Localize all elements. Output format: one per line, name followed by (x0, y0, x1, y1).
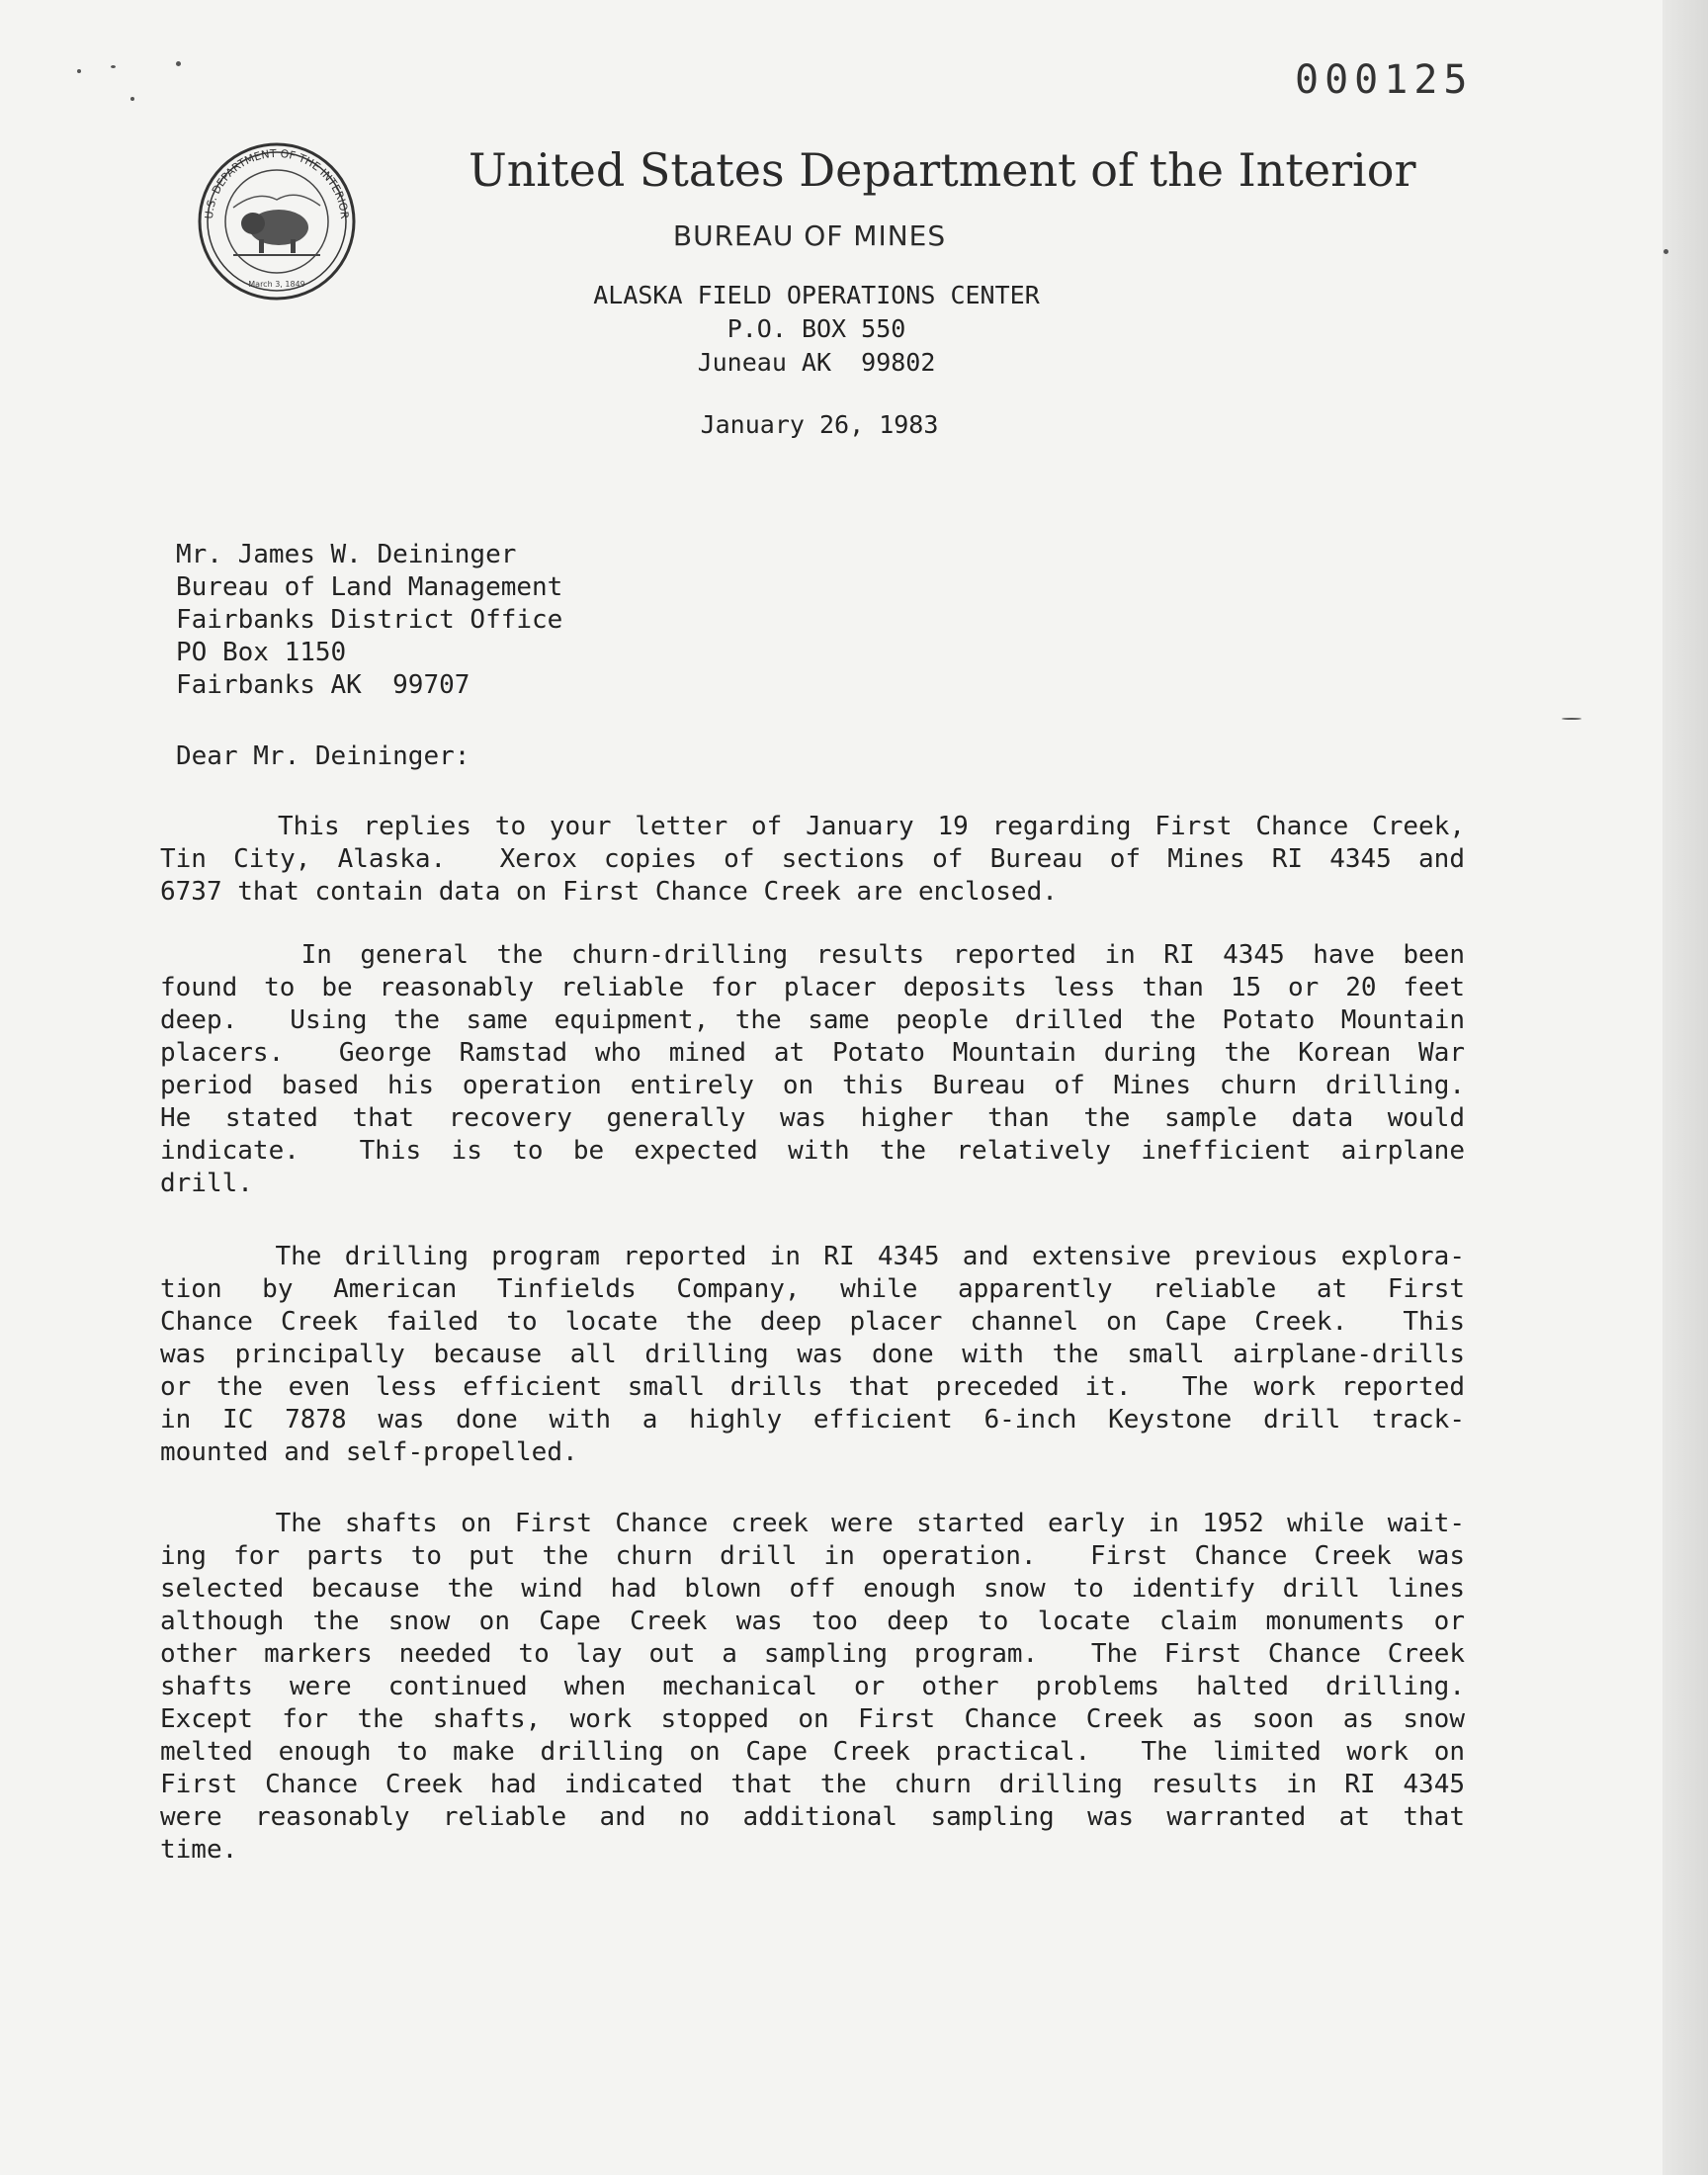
department-heading: United States Department of the Interior (469, 143, 1416, 197)
scan-speck (77, 69, 81, 73)
body-line: The drilling program reported in RI 4345 and extensive previous explora- (160, 1242, 1465, 1271)
letter-date: January 26, 1983 (700, 410, 939, 439)
body-line: time. (160, 1835, 238, 1865)
office-line: ALASKA FIELD OPERATIONS CENTER (593, 281, 1040, 309)
body-line: was principally because all drilling was done with the small airplane-drills (160, 1340, 1465, 1369)
seal-text: U.S. DEPARTMENT OF THE INTERIOR (202, 146, 352, 220)
document-number: 000125 (1295, 57, 1474, 103)
body-paragraph-1 (160, 811, 1465, 909)
scan-speck (111, 65, 116, 68)
body-line: drill. (160, 1169, 253, 1198)
body-line: period based his operation entirely on this Bureau of Mines churn drilling. (160, 1071, 1465, 1100)
salutation: Dear Mr. Deininger: (176, 741, 470, 771)
bureau-heading: BUREAU OF MINES (672, 219, 947, 252)
recipient-line: PO Box 1150 (176, 638, 347, 667)
body-line: placers. George Ramstad who mined at Potato Mountain during the Korean War (160, 1038, 1465, 1068)
scan-speck (1664, 249, 1668, 254)
body-line: deep. Using the same equipment, the same people drilled the Potato Mountain (160, 1005, 1465, 1035)
body-line: tion by American Tinfields Company, while apparently reliable at First (160, 1274, 1465, 1304)
body-line: First Chance Creek had indicated that the churn drilling results in RI 4345 (160, 1770, 1465, 1799)
body-line: mounted and self-propelled. (160, 1437, 578, 1467)
scan-speck (176, 61, 181, 66)
body-line: shafts were continued when mechanical or other problems halted drilling. (160, 1672, 1465, 1701)
body-line: This replies to your letter of January 19 regarding First Chance Creek, (160, 812, 1465, 841)
body-line: ing for parts to put the churn drill in operation. First Chance Creek was (160, 1541, 1465, 1571)
body-paragraph-2 (160, 939, 1465, 1200)
body-line: In general the churn-drilling results reported in RI 4345 have been (160, 940, 1465, 970)
body-line: Chance Creek failed to locate the deep placer channel on Cape Creek. This (160, 1307, 1465, 1337)
office-line: P.O. BOX 550 (726, 314, 906, 343)
body-line: other markers needed to lay out a sampling program. The First Chance Creek (160, 1639, 1465, 1669)
body-line: found to be reasonably reliable for placer deposits less than 15 or 20 feet (160, 973, 1465, 1002)
body-line: He stated that recovery generally was higher than the sample data would (160, 1103, 1465, 1133)
body-line: although the snow on Cape Creek was too deep to locate claim monuments or (160, 1607, 1465, 1636)
body-line: indicate. This is to be expected with the relatively inefficient airplane (160, 1136, 1465, 1166)
recipient-line: Mr. James W. Deininger (176, 540, 517, 569)
interior-department-seal (168, 138, 385, 302)
body-line: The shafts on First Chance creek were started early in 1952 while wait- (160, 1509, 1465, 1538)
scan-speck (1562, 718, 1581, 720)
body-line: were reasonably reliable and no additional sampling was warranted at that (160, 1802, 1465, 1832)
office-line: Juneau AK 99802 (697, 348, 936, 377)
body-line: 6737 that contain data on First Chance Creek are enclosed. (160, 877, 1058, 907)
recipient-line: Bureau of Land Management (176, 572, 563, 602)
body-paragraph-3 (160, 1241, 1465, 1469)
body-line: selected because the wind had blown off enough snow to identify drill lines (160, 1574, 1465, 1604)
body-line: Except for the shafts, work stopped on First Chance Creek as soon as snow (160, 1704, 1465, 1734)
page-edge-shadow (1663, 0, 1708, 2175)
recipient-address (176, 539, 562, 702)
scan-speck (130, 97, 134, 101)
body-paragraph-4 (160, 1508, 1465, 1867)
body-line: or the even less efficient small drills that preceded it. The work reported (160, 1372, 1465, 1402)
office-address (469, 279, 1164, 380)
recipient-line: Fairbanks AK 99707 (176, 670, 470, 700)
recipient-line: Fairbanks District Office (176, 605, 563, 635)
body-line: in IC 7878 was done with a highly efficient 6-inch Keystone drill track- (160, 1405, 1465, 1435)
body-line: melted enough to make drilling on Cape Creek practical. The limited work on (160, 1737, 1465, 1767)
body-line: Tin City, Alaska. Xerox copies of sections of Bureau of Mines RI 4345 and (160, 844, 1465, 874)
seal-date: March 3, 1849 (248, 280, 305, 289)
